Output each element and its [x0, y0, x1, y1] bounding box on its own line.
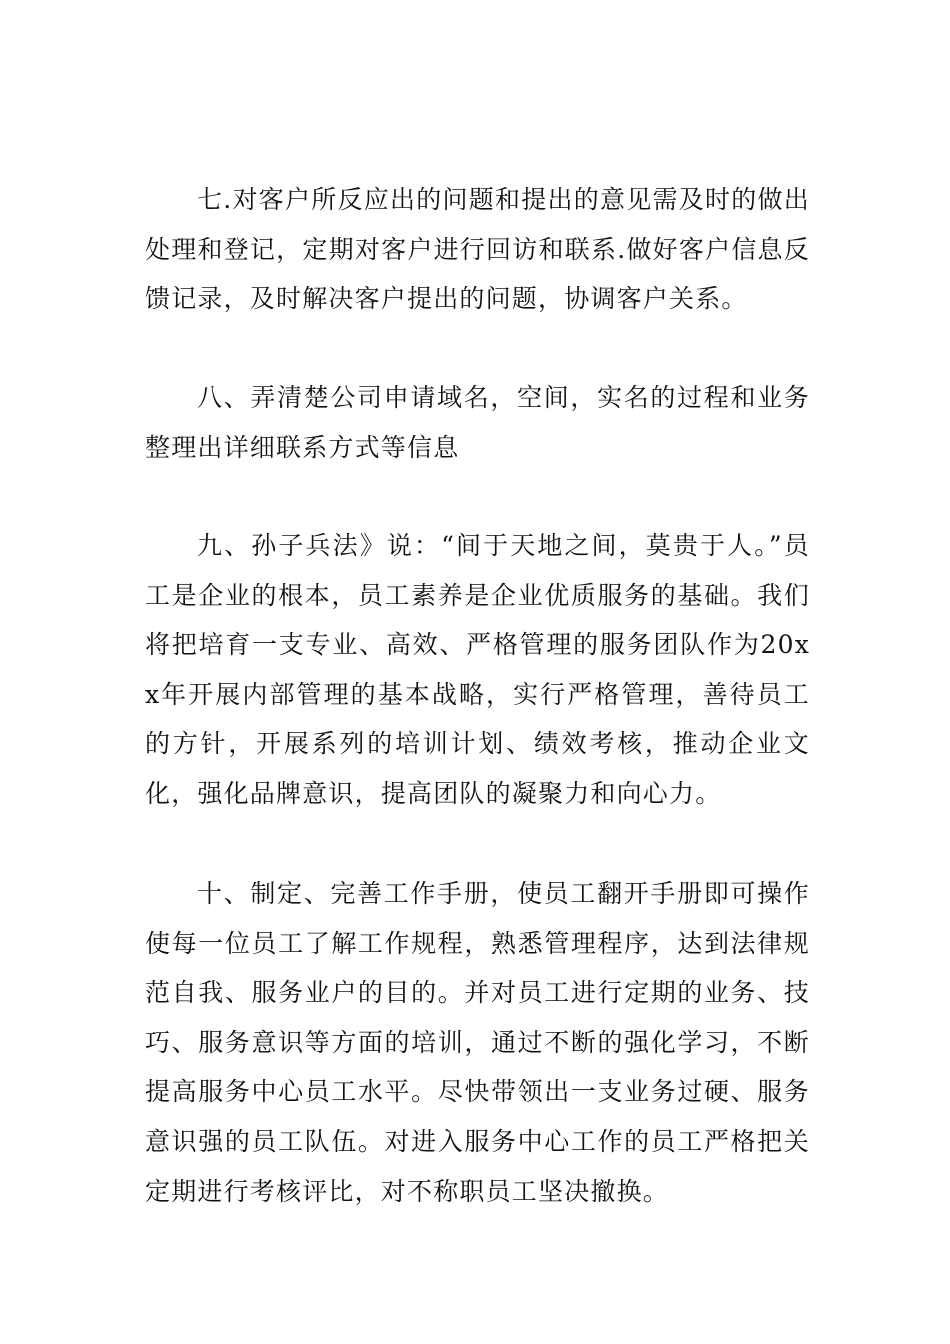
paragraph-item-10: 十、制定、完善工作手册，使员工翻开手册即可操作使每一位员工了解工作规程，熟悉管理程序，达到法律规范自我、服务业户的目的。并对员工进行定期的业务、技巧、服务意识等方面的培训，通过不断的强化学习，不断提高服务中心员工水平。尽快带领出一支业务过硬、服务意识强的员工队伍。对进入服务中心工作的员工严格把关定期进行考核评比，对不称职员工坚决撤换。	[145, 879, 810, 1206]
paragraph-item-7: 七.对客户所反应出的问题和提出的意见需及时的做出处理和登记，定期对客户进行回访和联系.做好客户信息反馈记录，及时解决客户提出的问题，协调客户关系。	[145, 185, 810, 314]
paragraph-item-9: 九、孙子兵法》说：“间于天地之间，莫贵于人。”员工是企业的根本，员工素养是企业优质服务的基础。我们将把培育一支专业、高效、严格管理的服务团队作为20xx年开展内部管理的基本战略，实行严格管理，善待员工的方针，开展系列的培训计划、绩效考核，推动企业文化，强化品牌意识，提高团队的凝聚力和向心力。	[145, 531, 810, 808]
paragraph-item-8: 八、弄清楚公司申请域名，空间，实名的过程和业务整理出详细联系方式等信息	[145, 383, 810, 462]
